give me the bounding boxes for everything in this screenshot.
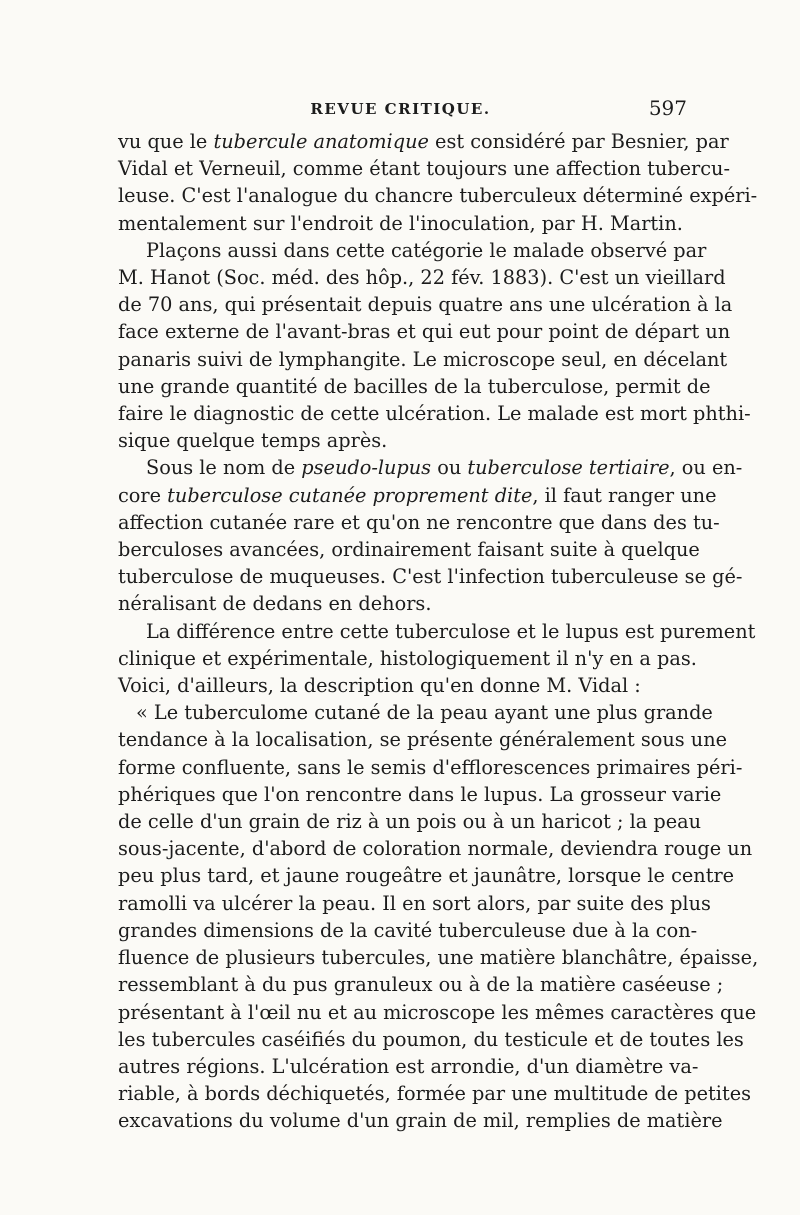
text-segment: sous-jacente, d'abord de coloration normale, deviendra rouge un — [118, 837, 753, 861]
text-line — [118, 563, 743, 590]
text-line — [118, 291, 733, 318]
italic-term: tubercule anatomique — [213, 130, 429, 153]
text-segment: vu que le — [118, 130, 214, 153]
text-line — [118, 509, 720, 536]
text-line — [118, 862, 735, 889]
text-segment: les tubercules caséifiés du poumon, du testicule et de toutes les — [118, 1027, 744, 1051]
text-line — [118, 210, 683, 237]
text-line — [118, 726, 728, 753]
text-segment: autres régions. L'ulcération est arrondie, d'un diamètre va- — [118, 1054, 699, 1078]
text-segment: mentalement sur l'endroit de l'inoculation, par H. Martin. — [118, 211, 683, 235]
italic-term: pseudo-lupus — [301, 456, 432, 480]
text-segment: tuberculose de muqueuses. C'est l'infection tuberculeuse se gé- — [118, 565, 743, 589]
page-number: 597 — [648, 96, 687, 120]
text-line — [118, 427, 683, 454]
page-header — [118, 96, 687, 126]
text-line — [118, 454, 743, 481]
text-line — [118, 618, 756, 645]
italic-term: tuberculose cutanée proprement dite — [167, 483, 533, 507]
running-title: REVUE CRITIQUE. — [310, 100, 491, 118]
text-segment: présentant à l'œil nu et au microscope les mêmes caractères que — [118, 1000, 757, 1024]
text-line — [118, 971, 724, 998]
italic-term: tuberculose tertiaire — [467, 456, 670, 480]
text-segment: Vidal et Verneuil, comme étant toujours une affection tubercu- — [118, 157, 730, 181]
text-line — [118, 1080, 752, 1107]
text-segment: face externe de l'avant-bras et qui eut pour point de départ un — [118, 320, 731, 344]
text-segment: clinique et expérimentale, histologiquement il n'y en a pas. — [118, 646, 697, 670]
text-segment: core — [118, 483, 168, 507]
text-line — [118, 237, 707, 264]
text-segment: leuse. C'est l'analogue du chancre tuberculeux déterminé expéri- — [118, 184, 758, 208]
text-line — [118, 1026, 744, 1053]
text-segment: forme confluente, sans le semis d'efflorescences primaires péri- — [118, 755, 743, 779]
text-line — [118, 645, 697, 672]
text-line — [118, 835, 753, 862]
text-segment: est considéré par Besnier, par — [428, 130, 729, 153]
text-line — [118, 672, 683, 699]
text-line — [118, 482, 717, 509]
text-segment: « Le tuberculome cutané de la peau ayant une plus grande — [136, 701, 713, 725]
text-segment: Voici, d'ailleurs, la description qu'en donne M. Vidal : — [118, 674, 641, 698]
text-segment: Plaçons aussi dans cette catégorie le malade observé par — [146, 238, 707, 262]
text-segment: Sous le nom de — [146, 456, 302, 480]
text-segment: ramolli va ulcérer la peau. Il en sort alors, par suite des plus — [118, 891, 711, 915]
text-segment: grandes dimensions de la cavité tuberculeuse due à la con- — [118, 918, 698, 942]
text-line — [118, 128, 729, 155]
text-segment: tendance à la localisation, se présente généralement sous une — [118, 728, 728, 752]
text-segment: peu plus tard, et jaune rougeâtre et jaunâtre, lorsque le centre — [118, 864, 735, 888]
text-line — [118, 590, 683, 617]
text-line — [118, 754, 743, 781]
text-segment: M. Hanot (Soc. méd. des hôp., 22 fév. 1883). C'est un vieillard — [118, 266, 726, 290]
text-line — [118, 890, 711, 917]
text-segment: affection cutanée rare et qu'on ne rencontre que dans des tu- — [118, 510, 720, 534]
text-line — [118, 182, 758, 209]
text-segment: sique quelque temps après. — [118, 429, 388, 453]
text-segment: berculoses avancées, ordinairement faisant suite à quelque — [118, 538, 700, 562]
text-line — [118, 699, 713, 726]
text-segment: néralisant de dedans en dehors. — [118, 592, 432, 616]
text-line — [118, 1053, 699, 1080]
text-line — [118, 781, 722, 808]
text-segment: phériques que l'on rencontre dans le lupus. La grosseur varie — [118, 782, 722, 806]
text-segment: La différence entre cette tuberculose et le lupus est purement — [146, 619, 756, 643]
text-segment: ressemblant à du pus granuleux ou à de la matière caséeuse ; — [118, 973, 724, 997]
text-line — [118, 808, 702, 835]
text-line — [118, 1107, 723, 1134]
text-segment: , il faut ranger une — [532, 483, 717, 507]
text-segment: fluence de plusieurs tubercules, une matière blanchâtre, épaisse, — [118, 946, 759, 970]
text-line — [118, 373, 711, 400]
text-segment: panaris suivi de lymphangite. Le microscope seul, en décelant — [118, 347, 728, 371]
text-line — [118, 155, 730, 182]
text-line — [118, 346, 728, 373]
text-segment: ou — [431, 456, 468, 480]
text-segment: une grande quantité de bacilles de la tuberculose, permit de — [118, 374, 711, 398]
body-text — [118, 128, 759, 1135]
text-line — [118, 944, 759, 971]
text-segment: riable, à bords déchiquetés, formée par une multitude de petites — [118, 1082, 752, 1106]
text-line — [118, 318, 731, 345]
text-line — [118, 999, 757, 1026]
text-segment: faire le diagnostic de cette ulcération. Le malade est mort phthi- — [118, 402, 751, 426]
text-line — [118, 400, 751, 427]
text-segment: , ou en- — [669, 456, 743, 480]
text-line — [118, 264, 726, 291]
text-line — [118, 917, 698, 944]
text-segment: excavations du volume d'un grain de mil, remplies de matière — [118, 1109, 723, 1133]
text-segment: de celle d'un grain de riz à un pois ou à un haricot ; la peau — [118, 810, 702, 834]
text-line — [118, 536, 700, 563]
text-segment: de 70 ans, qui présentait depuis quatre ans une ulcération à la — [118, 293, 733, 317]
